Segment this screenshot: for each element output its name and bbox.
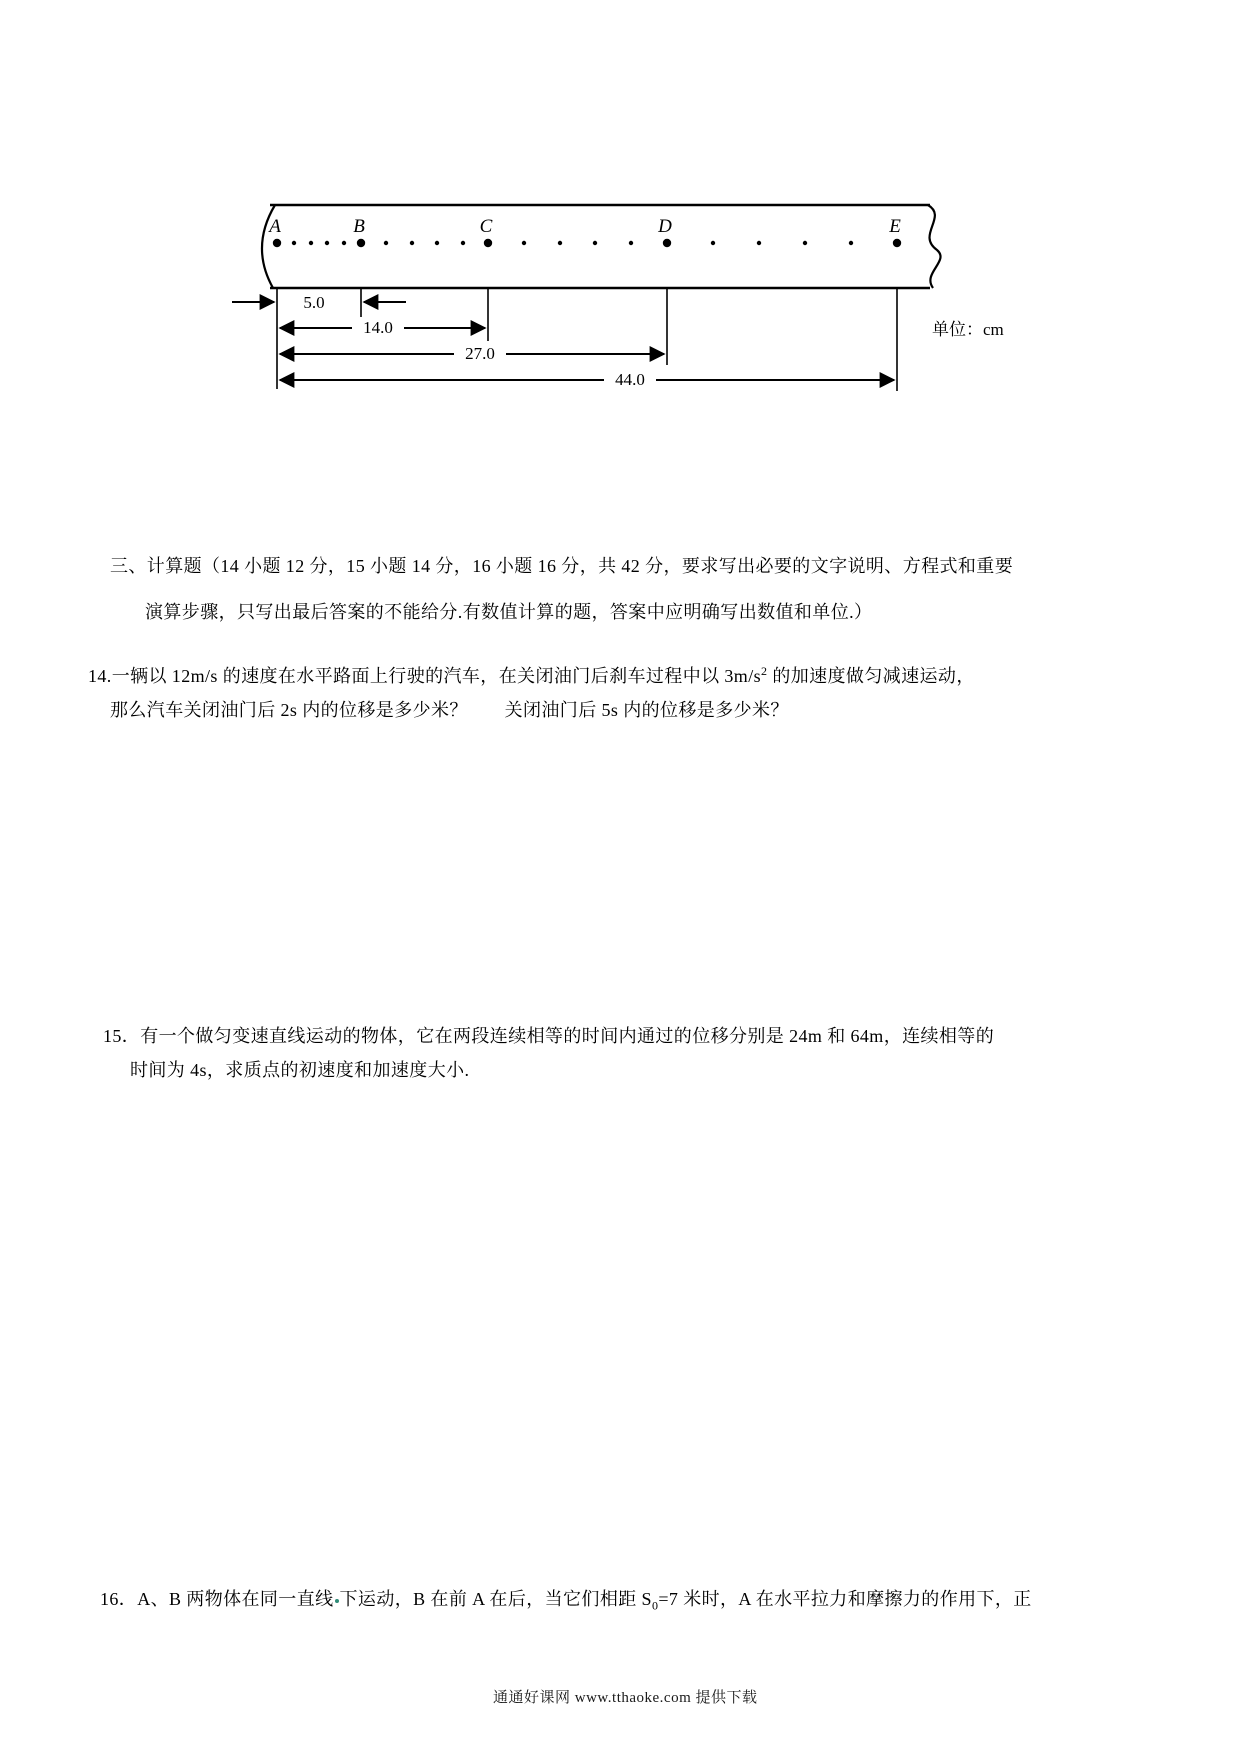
problem-14-line-1-tail: 的加速度做匀减速运动， (767, 666, 975, 686)
section-heading-line-1: 三、计算题（14 小题 12 分，15 小题 14 分，16 小题 16 分，共 42 分，要求写出必要的文字说明、方程式和重要 (110, 556, 1014, 576)
dimension-labels (303, 293, 656, 389)
dim-label-14: 14.0 (363, 318, 393, 337)
dim-label-5: 5.0 (303, 293, 325, 312)
unit-label: 单位：cm (932, 320, 1004, 339)
problem-15-line-1: 15．有一个做匀变速直线运动的物体，它在两段连续相等的时间内通过的位移分别是 24m 和 64m，连续相等的 (103, 1026, 995, 1046)
point-labels (267, 216, 901, 237)
timer-dots (273, 239, 901, 247)
problem-14-superscript: 2 (761, 664, 768, 678)
scan-artifact-dot (335, 1599, 339, 1603)
point-label-b: B (353, 216, 365, 237)
point-label-d: D (658, 216, 672, 237)
problem-14-line-1-text: 14.一辆以 12m/s 的速度在水平路面上行驶的汽车，在关闭油门后刹车过程中以 3m/s (88, 666, 762, 686)
problem-15-line-2: 时间为 4s，求质点的初速度和加速度大小. (130, 1060, 470, 1080)
point-label-a: A (269, 216, 281, 237)
problem-16-subscript: 0 (651, 1598, 659, 1613)
footer-watermark: 通通好课网 www.tthaoke.com 提供下载 (493, 1690, 758, 1706)
section-heading-line-2: 演算步骤，只写出最后答案的不能给分.有数值计算的题，答案中应明确写出数值和单位.） (145, 602, 873, 622)
tape-torn-edge-right (928, 205, 941, 288)
dim-label-44: 44.0 (615, 370, 645, 389)
problem-16-line-1-text: 16．A、B 两物体在同一直线 (100, 1589, 334, 1609)
problem-16-line-1-mid: 下运动，B 在前 A 在后，当它们相距 S (339, 1589, 652, 1609)
point-label-c: C (479, 216, 493, 237)
problem-16-line-1 (100, 1588, 1032, 1611)
dimension-lines (232, 302, 894, 380)
problem-14-line-2: 那么汽车关闭油门后 2s 内的位移是多少米？ 关闭油门后 5s 内的位移是多少米？ (110, 700, 789, 720)
problem-16-line-1-tail: =7 米时，A 在水平拉力和摩擦力的作用下，正 (658, 1589, 1032, 1609)
dim-label-27: 27.0 (465, 344, 495, 363)
problem-14-line-1 (88, 665, 975, 688)
point-label-e: E (889, 216, 901, 237)
extension-lines (277, 288, 897, 391)
tape-diagram (180, 165, 1060, 400)
